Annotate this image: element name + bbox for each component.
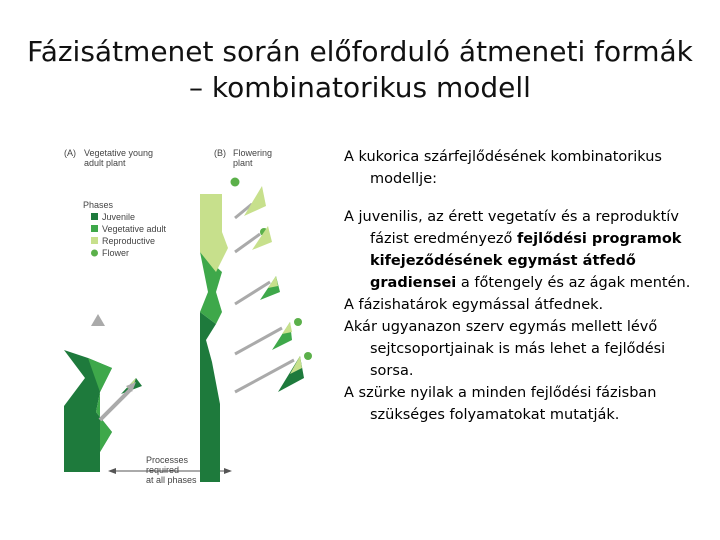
panel-a-letter: (A): [64, 148, 76, 158]
panel-b-juvenile-gradient: [200, 312, 220, 482]
processes-arrowhead-right: [224, 468, 232, 474]
text-gradient-emphasis: fejlődési programok kifejeződésének egymást átfedő gradiensei: [370, 231, 682, 291]
panel-b-branch-1-leaf: [244, 186, 266, 216]
processes-label-line3: at all phases: [146, 475, 197, 485]
panel-b-title-line2: plant: [233, 158, 253, 168]
explanation-text: [344, 146, 694, 426]
panel-b-branch-4: [235, 328, 282, 354]
panel-a-branch: [100, 390, 130, 420]
panel-b-apical-flower: [231, 178, 240, 187]
panel-b-branch-5-flower: [304, 352, 312, 360]
panel-b-flowering-plant: [200, 178, 312, 485]
legend-title: Phases: [83, 200, 114, 210]
text-gradient-tail: a főtengely és az ágak mentén.: [456, 275, 691, 291]
processes-label-line2: required: [146, 465, 180, 475]
text-gradient-lead: A juvenilis, az érett vegetatív és a reproduktív fázist eredményező: [344, 209, 679, 247]
text-model-intro: A kukorica szárfejlődésének kombinatorikus modellje:: [344, 149, 662, 187]
panel-b-branch-4-flower: [294, 318, 302, 326]
processes-label-line1: Processes: [146, 455, 189, 465]
panel-b-title-line1: Flowering: [233, 148, 273, 158]
phase-legend: [83, 200, 167, 258]
legend-label-vegetative-adult: Vegetative adult: [102, 224, 167, 234]
text-phase-overlap: A fázishatárok egymással átfednek.: [344, 297, 604, 313]
legend-label-flower: Flower: [102, 248, 130, 258]
panel-b-letter: (B): [214, 148, 226, 158]
legend-label-reproductive: Reproductive: [102, 236, 156, 246]
panel-a-young-plant: [64, 314, 142, 472]
panel-a-stem-arrowhead: [91, 314, 105, 326]
processes-arrowhead-left: [108, 468, 116, 474]
panel-b-branch-2: [235, 234, 260, 252]
legend-swatch-juvenile: [91, 213, 98, 220]
phase-diagram-figure: [52, 142, 342, 494]
text-cell-fate: Akár ugyanazon szerv egymás mellett lévő sejtcsoportjainak is más lehet a fejlődési sorsa.: [344, 319, 666, 379]
legend-swatch-flower: [91, 250, 98, 257]
panel-a-title-line2: adult plant: [84, 158, 126, 168]
panel-a-title-line1: Vegetative young: [84, 148, 154, 158]
panel-b-branch-4-tip: [282, 322, 292, 334]
text-grey-arrows: A szürke nyilak a minden fejlődési fázisban szükséges folyamatokat mutatják.: [344, 385, 657, 423]
legend-label-juvenile: Juvenile: [102, 212, 136, 222]
slide-title: Fázisátmenet során előforduló átmeneti formák – kombinatorikus modell: [27, 35, 693, 104]
text-gradient-description: [344, 206, 694, 294]
legend-swatch-reproductive: [91, 237, 98, 244]
legend-swatch-vegetative-adult: [91, 225, 98, 232]
